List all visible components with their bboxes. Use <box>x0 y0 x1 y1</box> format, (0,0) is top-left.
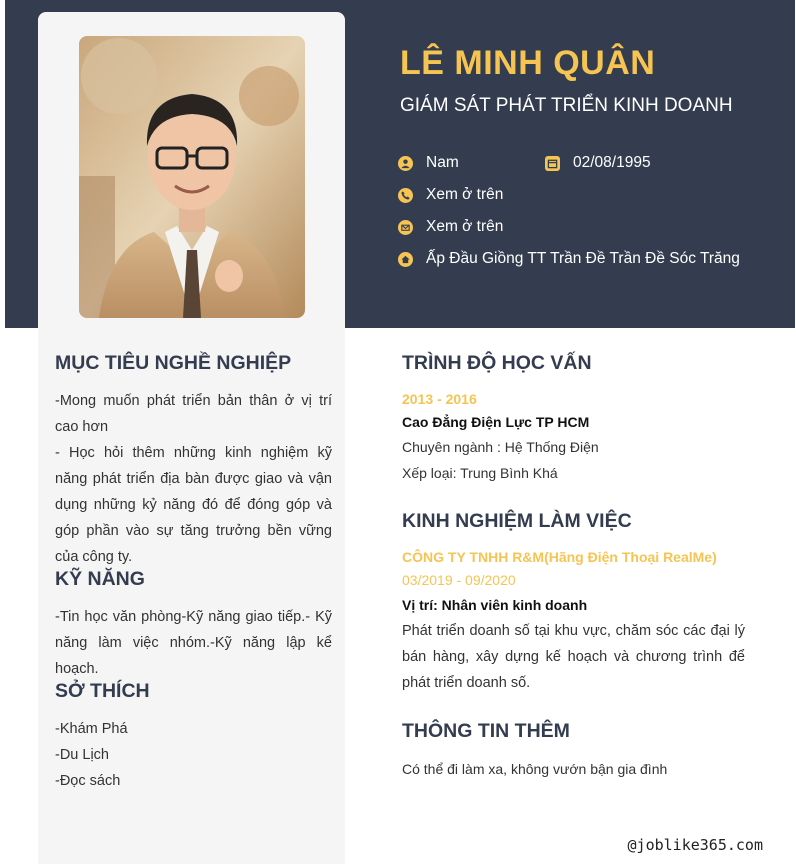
education-major: Chuyên ngành : Hệ Thống Điện <box>402 439 599 455</box>
hobbies-title: SỞ THÍCH <box>55 680 150 702</box>
email-row <box>398 218 503 236</box>
hobby-item: -Du Lịch <box>55 747 109 763</box>
experience-title: KINH NGHIỆM LÀM VIỆC <box>402 510 632 532</box>
calendar-icon <box>545 156 560 171</box>
address-row <box>398 250 740 268</box>
objective-paragraph-2: - Học hỏi thêm những kinh nghiệm kỹ năng phát triển địa bàn được giao và vận dụng những kỷ năng đó để đóng góp và góp phần vào sự tăng trưởng bền vững của công ty. <box>55 445 332 565</box>
gender-row <box>398 154 459 172</box>
extra-info-text: Có thể đi làm xa, không vướn bận gia đình <box>402 761 668 777</box>
experience-description: Phát triển doanh số tại khu vực, chăm sóc các đại lý bán hàng, xây dựng kế hoạch và chương trình để phát triển doanh số. <box>402 623 745 691</box>
objective-title: MỤC TIÊU NGHỀ NGHIỆP <box>55 352 292 374</box>
education-period: 2013 - 2016 <box>402 391 477 407</box>
candidate-name: LÊ MINH QUÂN <box>400 44 656 82</box>
hobby-item: -Đọc sách <box>55 773 121 789</box>
email-value: Xem ở trên <box>426 218 504 235</box>
address-value: Ấp Đầu Giồng TT Trần Đề Trần Đề Sóc Trăng <box>426 250 740 267</box>
profile-photo <box>79 36 305 318</box>
home-icon <box>398 252 413 267</box>
phone-row <box>398 186 503 204</box>
extra-info-title: THÔNG TIN THÊM <box>402 720 570 742</box>
experience-position: Vị trí: Nhân viên kinh doanh <box>402 597 588 613</box>
education-title: TRÌNH ĐỘ HỌC VẤN <box>402 352 592 374</box>
dob-value: 02/08/1995 <box>573 154 651 171</box>
skills-text: -Tin học văn phòng-Kỹ năng giao tiếp.- Kỹ năng làm việc nhóm.-Kỹ năng lập kể hoạch. <box>55 609 332 677</box>
phone-value: Xem ở trên <box>426 186 504 203</box>
phone-icon <box>398 188 413 203</box>
experience-period: 03/2019 - 09/2020 <box>402 572 516 588</box>
job-title: GIÁM SÁT PHÁT TRIỂN KINH DOANH <box>400 95 733 116</box>
dob-row <box>545 154 651 172</box>
mail-icon <box>398 220 413 235</box>
gender-value: Nam <box>426 154 459 171</box>
hobby-item: -Khám Phá <box>55 721 128 737</box>
skills-title: KỸ NĂNG <box>55 568 145 590</box>
experience-company: CÔNG TY TNHH R&M(Hãng Điện Thoại RealMe) <box>402 549 717 565</box>
education-grade: Xếp loại: Trung Bình Khá <box>402 465 558 481</box>
user-icon <box>398 156 413 171</box>
watermark: @joblike365.com <box>627 836 763 854</box>
objective-paragraph-1: -Mong muốn phát triển bản thân ở vị trí cao hơn <box>55 393 332 435</box>
education-school: Cao Đẳng Điện Lực TP HCM <box>402 414 590 430</box>
